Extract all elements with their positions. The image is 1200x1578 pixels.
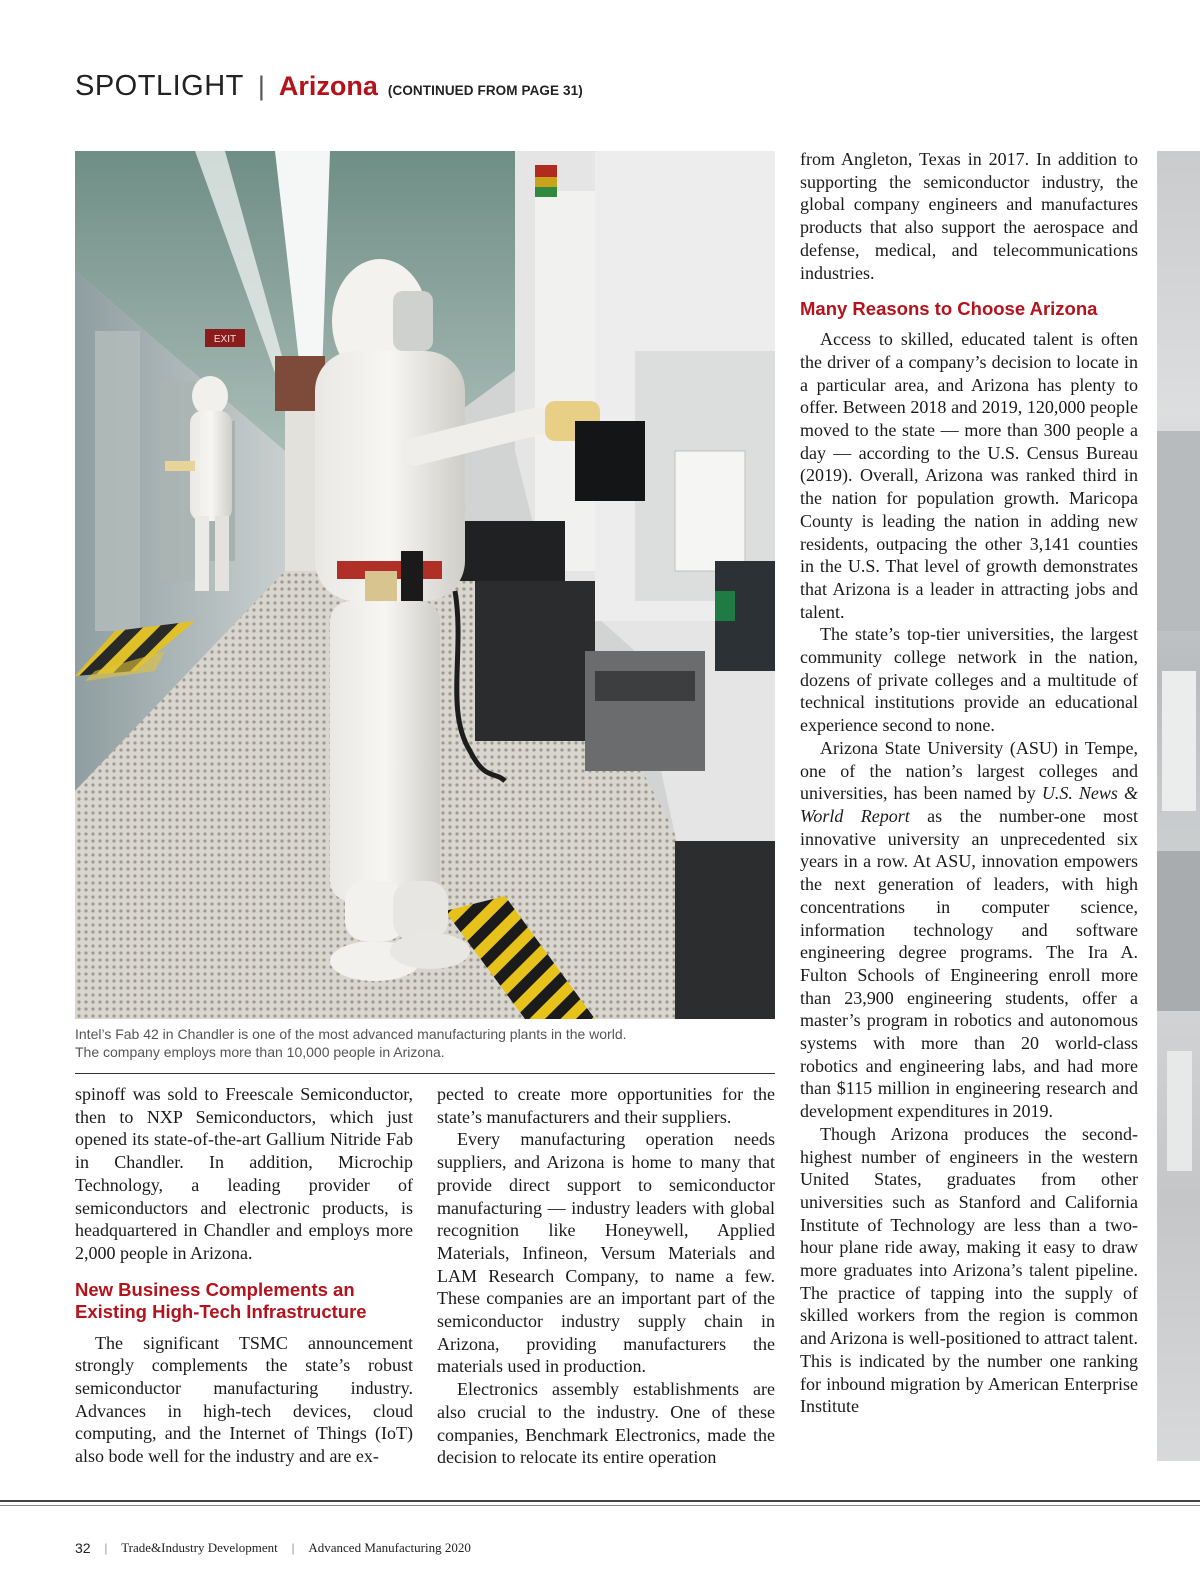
paragraph: The state’s top-tier universities, the largest community college network in the nation, dozens of private colleges and a multitude of technical institutions provide an educational experience second to none. bbox=[800, 624, 1138, 736]
exit-sign: EXIT bbox=[213, 334, 237, 345]
state-title: Arizona bbox=[278, 71, 378, 101]
publication-name: Trade&Industry Development bbox=[121, 1540, 278, 1555]
footer-divider: | bbox=[104, 1540, 108, 1555]
paragraph: Every manufacturing operation needs suppliers, and Arizona is home to many that provide direct support to semiconductor manufacturing — industry leaders with global recognition like Honeywell, Applied Materials, Infineon, Versum Materials and LAM Research Company, to name a few. These companies are an important part of the semiconductor industry supply chain in Arizona, providing manufacturers the materials used in production. bbox=[437, 1129, 775, 1377]
text-column-1 bbox=[75, 1083, 413, 1468]
section-label: SPOTLIGHT bbox=[75, 70, 244, 102]
subheading-many-reasons: Many Reasons to Choose Arizona bbox=[800, 298, 1098, 320]
text-run: as the number-one most innovative university an unprecedented six years in a row. At ASU, innovation empowers the next generation of leaders, with high concentrations in computer science, information technology and software engineering degree programs. The Ira A. Fulton Schools of Engineering enroll more than 23,900 engineering students, offer a master’s program in robotics and autonomous systems with more than 20 world-class robotics and engineering labs, and had more than $115 million in engineering research and development expenditures in 2019. bbox=[800, 805, 1138, 1122]
footer-rule bbox=[0, 1500, 1200, 1502]
paragraph: Though Arizona produces the second-highest number of engineers in the western United States, graduates from other universities such as Stanford and California Institute of Technology are less than a two-hour plane ride away, making it easy to draw more graduates into Arizona’s talent pipeline. The practice of tapping into the supply of skilled workers from the region is common and Arizona is well-positioned to attract talent. This is indicated by the number one ranking for inbound migration by American Enterprise Institute bbox=[800, 1123, 1138, 1417]
page-footer bbox=[75, 1540, 471, 1556]
page-header bbox=[75, 70, 583, 110]
issue-name: Advanced Manufacturing 2020 bbox=[308, 1540, 471, 1555]
subheading-new-business: New Business Complements an Existing High-Tech Infrastructure bbox=[75, 1278, 367, 1322]
page-number: 32 bbox=[75, 1540, 91, 1556]
cleanroom-photo bbox=[75, 151, 775, 1019]
footer-rule-thin bbox=[0, 1505, 1200, 1506]
caption-line-2: The company employs more than 10,000 people in Arizona. bbox=[75, 1044, 445, 1060]
paragraph-asu bbox=[800, 737, 1138, 1123]
paragraph: Electronics assembly establishments are also crucial to the industry. One of these companies, Benchmark Electronics, made the decision to relocate its entire operation bbox=[437, 1379, 775, 1468]
caption-rule bbox=[75, 1073, 775, 1074]
paragraph: from Angleton, Texas in 2017. In addition to supporting the semiconductor industry, the global company engineers and manufactures products that also support the aerospace and defense, medical, and telecommunications industries. bbox=[800, 149, 1138, 283]
paragraph: spinoff was sold to Freescale Semiconductor, then to NXP Semiconductors, which just opened its state-of-the-art Gallium Nitride Fab in Chandler. In addition, Microchip Technology, a leading provider of semiconductors and electronic products, is headquartered in Chandler and employs more 2,000 people in Arizona. bbox=[75, 1084, 413, 1263]
paragraph: The significant TSMC announcement strongly complements the state’s robust semiconductor manufacturing industry. Advances in high-tech devices, cloud computing, and the Internet of Things (IoT) also bode well for the industry and are ex- bbox=[75, 1332, 413, 1467]
text-column-3 bbox=[800, 148, 1138, 1418]
paragraph: Access to skilled, educated talent is often the driver of a company’s decision to locate in a particular area, and Arizona has plenty to offer. Between 2018 and 2019, 120,000 people moved to the state — more than 300 people a day — according to the U.S. Census Bureau (2019). Overall, Arizona was ranked third in the nation for population growth. Maricopa County is leading the nation in adding new residents, outpacing the other 3,141 counties in the U.S. That level of growth demonstrates that Arizona is a leader in attracting jobs and talent. bbox=[800, 329, 1138, 622]
adjacent-page-photo-strip bbox=[1157, 151, 1200, 1461]
photo-caption bbox=[75, 1025, 775, 1061]
continued-note: (CONTINUED FROM PAGE 31) bbox=[387, 83, 583, 98]
footer-divider: | bbox=[291, 1540, 295, 1555]
paragraph: pected to create more opportunities for the state’s manufacturers and their suppliers. bbox=[437, 1084, 775, 1127]
caption-line-1: Intel’s Fab 42 in Chandler is one of the most advanced manufacturing plants in the world. bbox=[75, 1026, 627, 1042]
header-divider: | bbox=[257, 71, 265, 101]
publication-title: U.S. News & World Report bbox=[800, 783, 1138, 826]
text-column-2 bbox=[437, 1083, 775, 1469]
text-run: Arizona State University (ASU) in Tempe, one of the nation’s largest colleges and universities, has been named by bbox=[800, 737, 1138, 804]
